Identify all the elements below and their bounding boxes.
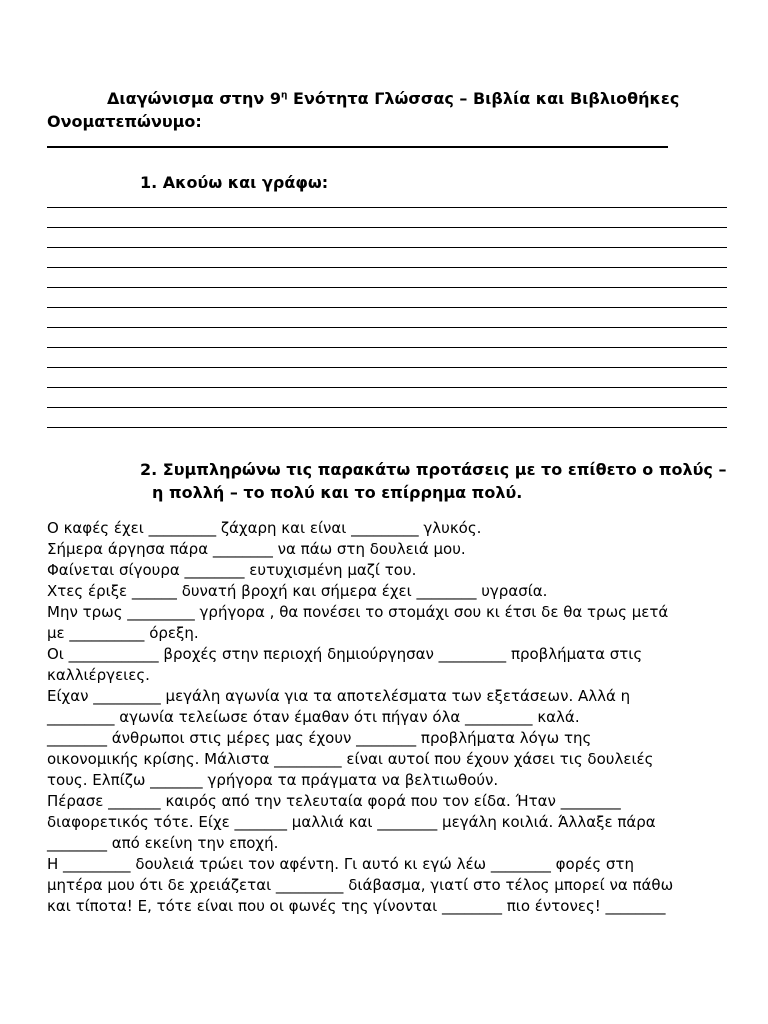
title-superscript: η [281,90,288,101]
exercise-line: Φαίνεται σίγουρα ________ ευτυχισμένη μαζί του. [47,561,417,579]
write-line [47,407,727,408]
exercise-line: τους. Ελπίζω _______ γρήγορα τα πράγματα να βελτιωθούν. [47,771,499,789]
exercise-line: Σήμερα άργησα πάρα ________ να πάω στη δουλειά μου. [47,540,466,558]
exercise-line: Οι ____________ βροχές στην περιοχή δημιούργησαν _________ προβλήματα στις [47,645,643,663]
fill-in-exercise [47,518,737,917]
section2-heading [140,458,740,504]
exercise-line: διαφορετικός τότε. Είχε _______ μαλλιά και ________ μεγάλη κοιλιά. Άλλαξε πάρα [47,813,656,831]
write-line [47,427,727,428]
section1-heading: 1. Ακούω και γράφω: [140,173,329,192]
exercise-line: καλλιέργειες. [47,666,150,684]
write-line [47,367,727,368]
exercise-line: Πέρασε _______ καιρός από την τελευταία φορά που τον είδα. Ήταν ________ [47,792,621,810]
name-label: Ονοματεπώνυμο: [47,112,202,131]
exercise-line: Μην τρως _________ γρήγορα , θα πονέσει το στομάχι σου κι έτσι δε θα τρως μετά [47,603,669,621]
write-line [47,267,727,268]
section2-heading-line2: η πολλή – το πολύ και το επίρρημα πολύ. [152,483,523,502]
exercise-line: _________ αγωνία τελείωσε όταν έμαθαν ότι πήγαν όλα _________ καλά. [47,708,580,726]
exercise-line: Χτες έριξε ______ δυνατή βροχή και σήμερα έχει ________ υγρασία. [47,582,548,600]
write-line [47,207,727,208]
exercise-line: Ο καφές έχει _________ ζάχαρη και είναι _________ γλυκός. [47,519,482,537]
exercise-line: Η _________ δουλειά τρώει τον αφέντη. Γι αυτό κι εγώ λέω ________ φορές στη [47,855,634,873]
exercise-line: ________ άνθρωποι στις μέρες μας έχουν ________ προβλήματα λόγω της [47,729,592,747]
write-line [47,287,727,288]
write-line [47,227,727,228]
write-line [47,347,727,348]
write-line [47,387,727,388]
section2-heading-line1: 2. Συμπληρώνω τις παρακάτω προτάσεις με το επίθετο ο πολύς – [140,460,727,479]
write-line [47,327,727,328]
exercise-line: με __________ όρεξη. [47,624,199,642]
write-line [47,247,727,248]
exercise-line: ________ από εκείνη την εποχή. [47,834,279,852]
worksheet-title [107,89,679,108]
title-text-rest: Ενότητα Γλώσσας – Βιβλία και Βιβλιοθήκες [287,89,680,108]
title-text: Διαγώνισμα στην 9 [107,89,282,108]
exercise-line: οικονομικής κρίσης. Μάλιστα _________ είναι αυτοί που έχουν χάσει τις δουλειές [47,750,654,768]
exercise-line: Είχαν _________ μεγάλη αγωνία για τα αποτελέσματα των εξετάσεων. Αλλά η [47,687,631,705]
exercise-line: και τίποτα! Ε, τότε είναι που οι φωνές της γίνονται ________ πιο έντονες! ________ [47,897,666,915]
name-write-line [47,146,668,148]
exercise-line: μητέρα μου ότι δε χρειάζεται _________ διάβασμα, γιατί στο τέλος μπορεί να πάθω [47,876,674,894]
write-line [47,307,727,308]
